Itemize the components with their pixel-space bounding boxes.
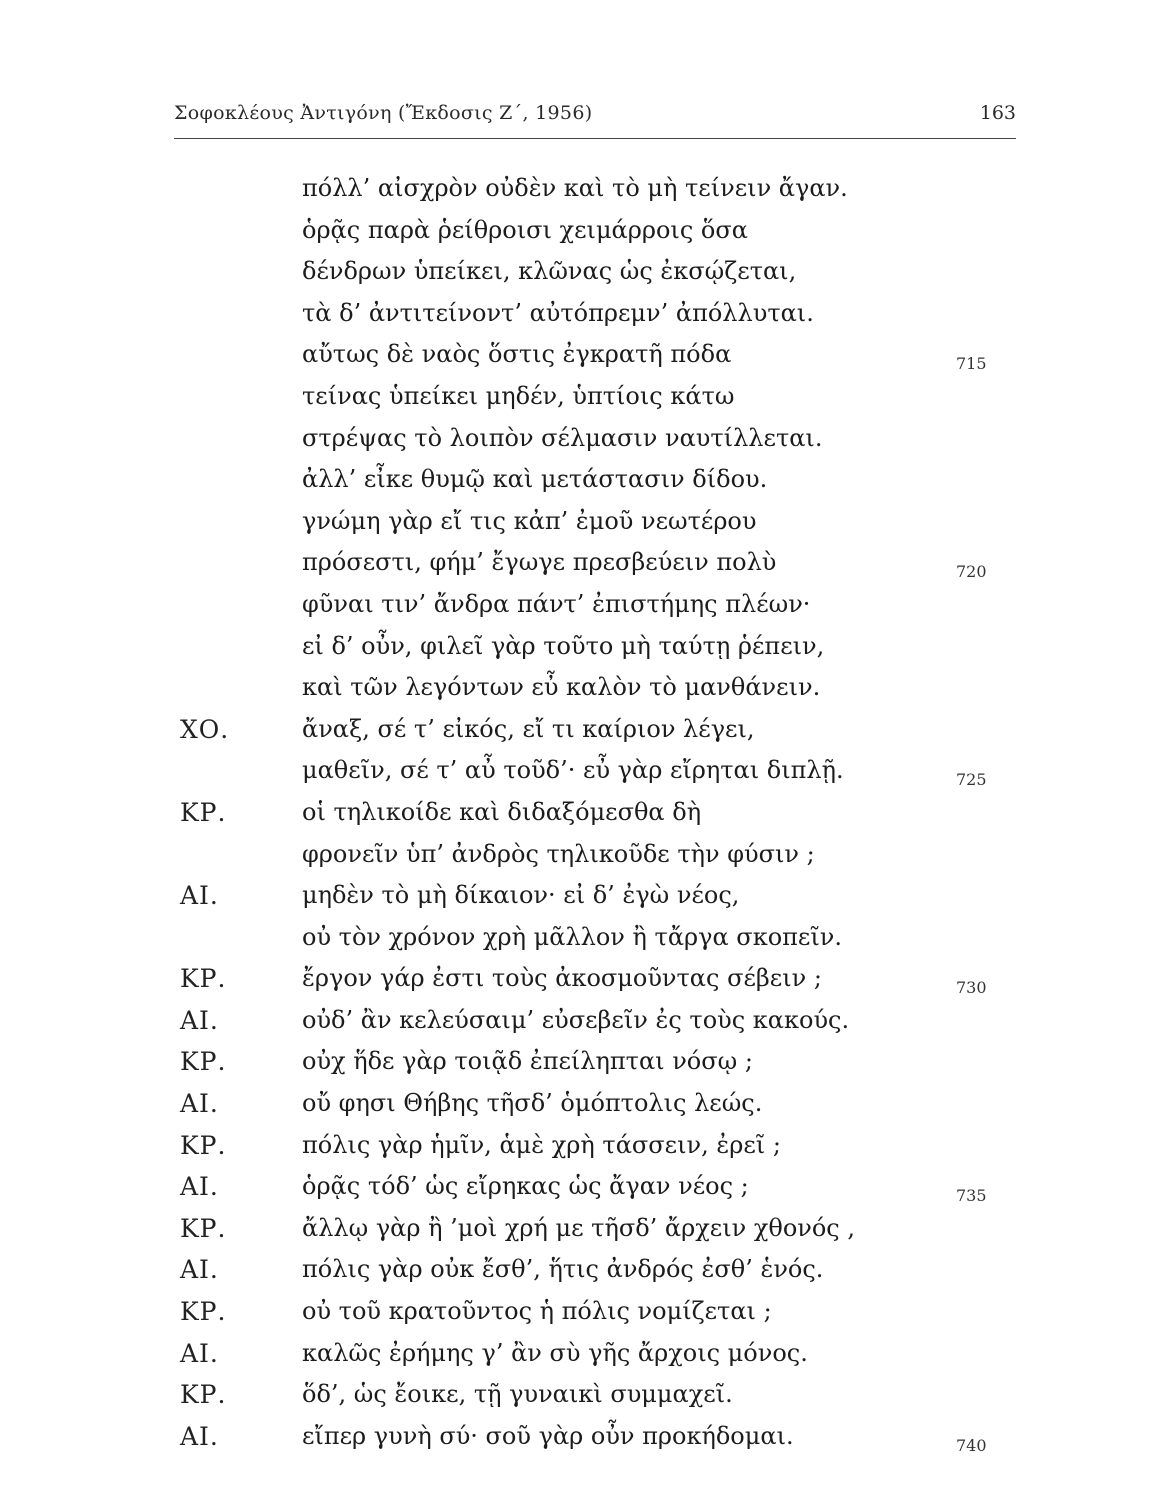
verse-text: οὐδ’ ἂν κελεύσαιμ’ εὐσεβεῖν ἐς τοὺς κακούς. xyxy=(302,1005,850,1034)
verse-text: πόλλ’ αἰσχρὸν οὐδὲν καὶ τὸ μὴ τείνειν ἄγαν. xyxy=(302,174,848,202)
verse-block xyxy=(0,168,1172,1457)
speaker-label: ΑΙ. xyxy=(180,1172,219,1202)
verse-text: οὐχ ἥδε γὰρ τοιᾷδ ἐπείληπται νόσῳ ; xyxy=(302,1047,753,1076)
speaker-label: ΑΙ. xyxy=(180,1421,219,1451)
line-number: 725 xyxy=(956,770,987,790)
speaker-label: ΚΡ. xyxy=(180,1213,227,1243)
verse-line xyxy=(0,1125,1172,1167)
speaker-label: ΧΟ. xyxy=(180,714,230,744)
verse-line xyxy=(0,459,1172,501)
verse-text: γνώμη γὰρ εἴ τις κἀπ’ ἐμοῦ νεωτέρου xyxy=(302,506,757,535)
verse-line xyxy=(0,1333,1172,1375)
verse-text: φῦναι τιν’ ἄνδρα πάντ’ ἐπιστήμης πλέων· xyxy=(302,589,811,618)
verse-text: ἄλλῳ γὰρ ἢ ’μοὶ χρή με τῆσδ’ ἄρχειν χθονός , xyxy=(302,1213,856,1242)
verse-text: πόλις γὰρ ἡμῖν, ἁμὲ χρὴ τάσσειν, ἐρεῖ ; xyxy=(302,1130,781,1159)
speaker-label: ΚΡ. xyxy=(180,797,227,827)
verse-text: τείνας ὑπείκει μηδέν, ὑπτίοις κάτω xyxy=(302,381,735,410)
verse-text: φρονεῖν ὑπ’ ἀνδρὸς τηλικοῦδε τὴν φύσιν ; xyxy=(302,839,815,868)
speaker-label: ΑΙ. xyxy=(180,1005,219,1035)
verse-text: ἀλλ’ εἶκε θυμῷ καὶ μετάστασιν δίδου. xyxy=(302,465,768,494)
speaker-label: ΑΙ. xyxy=(180,881,219,911)
verse-text: πρόσεστι, φήμ’ ἔγωγε πρεσβεύειν πολὺ xyxy=(302,548,777,577)
verse-line xyxy=(0,168,1172,210)
verse-text: καὶ τῶν λεγόντων εὖ καλὸν τὸ μανθάνειν. xyxy=(302,673,821,702)
verse-text: οὐ τοῦ κρατοῦντος ἡ πόλις νομίζεται ; xyxy=(302,1297,772,1326)
verse-text: οἱ τηλικοίδε καὶ διδαξόμεσθα δὴ xyxy=(302,797,702,826)
speaker-label: ΑΙ. xyxy=(180,1338,219,1368)
verse-text: οὔ φησι Θήβης τῆσδ’ ὁμόπτολις λεώς. xyxy=(302,1089,763,1118)
verse-text: ὁρᾷς τόδ’ ὡς εἴρηκας ὡς ἄγαν νέος ; xyxy=(302,1172,749,1201)
verse-text: εἴπερ γυνὴ σύ· σοῦ γὰρ οὖν προκήδομαι. xyxy=(302,1421,794,1450)
verse-line xyxy=(0,293,1172,335)
verse-text: δένδρων ὑπείκει, κλῶνας ὡς ἐκσῴζεται, xyxy=(302,257,797,286)
line-number: 735 xyxy=(956,1186,987,1206)
verse-line xyxy=(0,418,1172,460)
verse-line xyxy=(0,667,1172,709)
verse-line xyxy=(0,210,1172,252)
verse-line xyxy=(0,1166,1172,1208)
verse-text: ὅδ’, ὡς ἔοικε, τῇ γυναικὶ συμμαχεῖ. xyxy=(302,1380,733,1409)
verse-line xyxy=(0,1291,1172,1333)
verse-line xyxy=(0,792,1172,834)
running-header xyxy=(174,102,1016,132)
verse-line xyxy=(0,1374,1172,1416)
verse-line xyxy=(0,750,1172,792)
header-rule xyxy=(174,138,1016,139)
verse-line xyxy=(0,584,1172,626)
verse-text: μηδὲν τὸ μὴ δίκαιον· εἰ δ’ ἐγὼ νέος, xyxy=(302,881,740,910)
verse-text: ἔργον γάρ ἐστι τοὺς ἀκοσμοῦντας σέβειν ; xyxy=(302,964,822,993)
line-number: 740 xyxy=(956,1435,987,1455)
verse-line xyxy=(0,542,1172,584)
verse-line xyxy=(0,1249,1172,1291)
verse-line xyxy=(0,1416,1172,1458)
verse-text: πόλις γὰρ οὐκ ἔσθ’, ἥτις ἀνδρός ἐσθ’ ἑνός. xyxy=(302,1255,824,1284)
verse-text: τὰ δ’ ἀντιτείνοντ’ αὐτόπρεμν’ ἀπόλλυται. xyxy=(302,298,814,327)
verse-line xyxy=(0,1000,1172,1042)
verse-text: μαθεῖν, σέ τ’ αὖ τοῦδ’· εὖ γὰρ εἴρηται διπλῇ. xyxy=(302,756,844,785)
verse-line xyxy=(0,917,1172,959)
verse-line xyxy=(0,1208,1172,1250)
speaker-label: ΚΡ. xyxy=(180,964,227,994)
speaker-label: ΚΡ. xyxy=(180,1297,227,1327)
speaker-label: ΚΡ. xyxy=(180,1380,227,1410)
verse-line xyxy=(0,709,1172,751)
verse-line xyxy=(0,875,1172,917)
line-number: 730 xyxy=(956,978,987,998)
verse-line xyxy=(0,1041,1172,1083)
verse-line xyxy=(0,1083,1172,1125)
verse-line xyxy=(0,334,1172,376)
verse-line xyxy=(0,501,1172,543)
speaker-label: ΑΙ. xyxy=(180,1255,219,1285)
line-number: 715 xyxy=(956,354,987,374)
verse-line xyxy=(0,626,1172,668)
page-number: 163 xyxy=(979,102,1016,124)
verse-text: αὔτως δὲ ναὸς ὅστις ἐγκρατῆ πόδα xyxy=(302,340,732,369)
speaker-label: ΚΡ. xyxy=(180,1130,227,1160)
verse-text: ἄναξ, σέ τ’ εἰκός, εἴ τι καίριον λέγει, xyxy=(302,714,755,743)
speaker-label: ΚΡ. xyxy=(180,1047,227,1077)
verse-line xyxy=(0,376,1172,418)
line-number: 720 xyxy=(956,562,987,582)
verse-text: οὐ τὸν χρόνον χρὴ μᾶλλον ἢ τἄργα σκοπεῖν. xyxy=(302,922,842,951)
verse-text: ὁρᾷς παρὰ ῥείθροισι χειμάρροις ὅσα xyxy=(302,215,748,244)
running-header-title: Σοφοκλέους Ἀντιγόνη (Ἔκδοσις Ζ΄, 1956) xyxy=(174,102,593,124)
verse-line xyxy=(0,958,1172,1000)
speaker-label: ΑΙ. xyxy=(180,1089,219,1119)
verse-line xyxy=(0,251,1172,293)
verse-line xyxy=(0,834,1172,876)
verse-text: καλῶς ἐρήμης γ’ ἂν σὺ γῆς ἄρχοις μόνος. xyxy=(302,1338,808,1367)
verse-text: εἰ δ’ οὖν, φιλεῖ γὰρ τοῦτο μὴ ταύτῃ ῥέπειν, xyxy=(302,631,825,660)
verse-text: στρέψας τὸ λοιπὸν σέλμασιν ναυτίλλεται. xyxy=(302,423,823,452)
